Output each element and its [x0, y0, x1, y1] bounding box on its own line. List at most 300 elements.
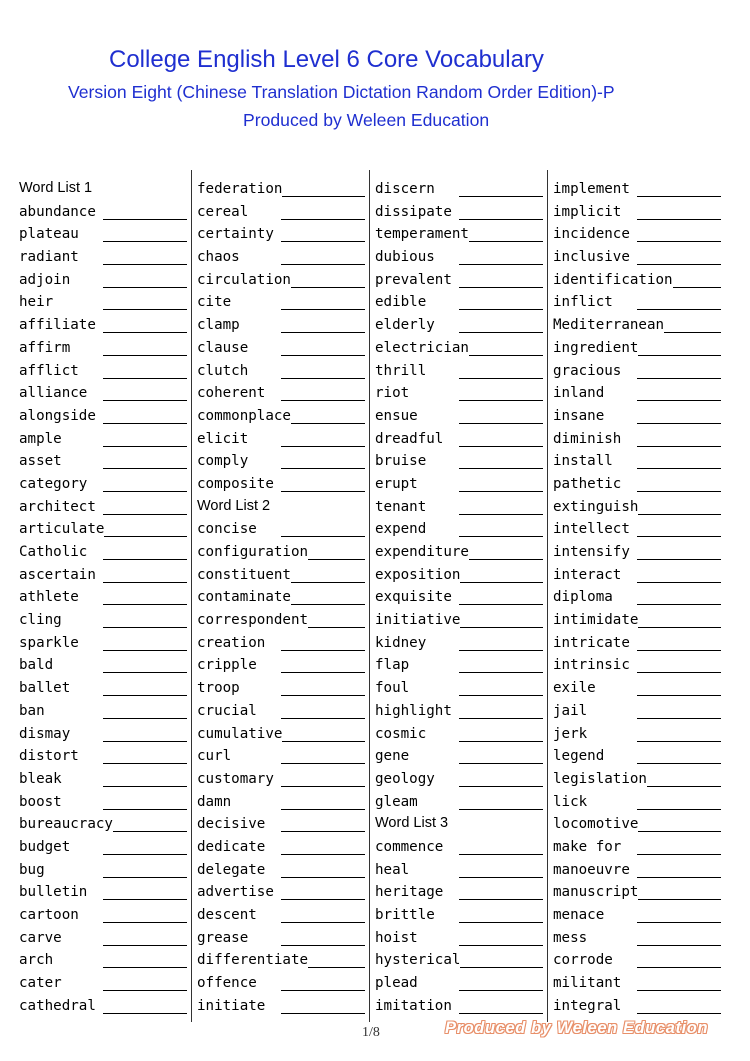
- dictation-blank-line[interactable]: [459, 378, 543, 379]
- vocab-row: [19, 405, 187, 428]
- vocab-word: architect: [19, 498, 96, 515]
- vocab-word: elderly: [375, 317, 435, 334]
- dictation-blank-line[interactable]: [281, 741, 365, 742]
- vocab-row: [553, 201, 721, 224]
- dictation-blank-line[interactable]: [103, 468, 187, 469]
- dictation-blank-line[interactable]: [637, 741, 721, 742]
- dictation-blank-line[interactable]: [103, 877, 187, 878]
- dictation-blank-line[interactable]: [103, 1013, 187, 1014]
- vocab-word: damn: [197, 793, 232, 810]
- vocab-word: arch: [19, 952, 54, 969]
- dictation-blank-line[interactable]: [103, 491, 187, 492]
- vocab-row: [553, 881, 721, 904]
- vocab-word: diminish: [553, 430, 622, 447]
- vocab-row: [197, 677, 365, 700]
- vocab-word: menace: [553, 907, 605, 923]
- document-title: College English Level 6 Core Vocabulary: [109, 46, 544, 73]
- vocab-word: erupt: [375, 475, 418, 492]
- vocab-row: [553, 768, 721, 791]
- dictation-blank-line[interactable]: [103, 899, 187, 900]
- dictation-blank-line[interactable]: [637, 854, 721, 855]
- vocab-word: pathetic: [553, 475, 622, 492]
- dictation-blank-line[interactable]: [637, 241, 721, 242]
- vocab-row: [197, 428, 365, 451]
- vocab-word: temperament: [375, 226, 469, 243]
- dictation-blank-line[interactable]: [281, 355, 365, 356]
- vocab-row: [375, 700, 543, 723]
- dictation-blank-line[interactable]: [459, 650, 543, 651]
- dictation-blank-line[interactable]: [459, 355, 543, 356]
- vocab-row: [375, 904, 543, 927]
- dictation-blank-line[interactable]: [281, 831, 365, 832]
- dictation-blank-line[interactable]: [281, 287, 365, 288]
- vocabulary-column-2: [197, 178, 365, 1017]
- dictation-blank-line[interactable]: [637, 309, 721, 310]
- dictation-blank-line[interactable]: [281, 786, 365, 787]
- dictation-blank-line[interactable]: [281, 536, 365, 537]
- vocab-row: [197, 360, 365, 383]
- vocab-row: [197, 972, 365, 995]
- vocab-word: clause: [197, 339, 249, 356]
- vocab-row: [19, 791, 187, 814]
- dictation-blank-line[interactable]: [103, 650, 187, 651]
- vocab-word: cathedral: [19, 997, 96, 1014]
- vocab-word: radiant: [19, 249, 79, 266]
- dictation-blank-line[interactable]: [637, 468, 721, 469]
- dictation-blank-line[interactable]: [103, 741, 187, 742]
- dictation-blank-line[interactable]: [637, 967, 721, 968]
- vocab-row: [197, 995, 365, 1018]
- vocab-row: [553, 178, 721, 201]
- vocab-row: [19, 677, 187, 700]
- dictation-blank-line[interactable]: [281, 1013, 365, 1014]
- vocab-row: [375, 246, 543, 269]
- vocab-word: geology: [375, 770, 435, 787]
- dictation-blank-line[interactable]: [459, 990, 543, 991]
- dictation-blank-line[interactable]: [281, 400, 365, 401]
- dictation-blank-line[interactable]: [281, 468, 365, 469]
- vocab-word: dismay: [19, 725, 71, 742]
- dictation-blank-line[interactable]: [459, 695, 543, 696]
- dictation-blank-line[interactable]: [281, 672, 365, 673]
- dictation-blank-line[interactable]: [281, 922, 365, 923]
- vocab-word: interact: [553, 566, 622, 583]
- dictation-blank-line[interactable]: [459, 468, 543, 469]
- vocab-word: adjoin: [19, 271, 71, 288]
- dictation-blank-line[interactable]: [637, 877, 721, 878]
- vocab-row: [375, 382, 543, 405]
- dictation-blank-line[interactable]: [637, 831, 721, 832]
- dictation-blank-line[interactable]: [459, 309, 543, 310]
- dictation-blank-line[interactable]: [103, 264, 187, 265]
- dictation-blank-line[interactable]: [637, 219, 721, 220]
- vocab-row: [197, 223, 365, 246]
- vocab-row: [375, 428, 543, 451]
- dictation-blank-line[interactable]: [459, 491, 543, 492]
- dictation-blank-line[interactable]: [459, 945, 543, 946]
- vocab-word: grease: [197, 929, 249, 946]
- dictation-blank-line[interactable]: [103, 400, 187, 401]
- vocab-row: [19, 564, 187, 587]
- vocab-row: [553, 269, 721, 292]
- vocab-word: Catholic: [19, 544, 88, 560]
- vocab-row: [375, 269, 543, 292]
- dictation-blank-line[interactable]: [637, 536, 721, 537]
- vocab-word: edible: [375, 294, 427, 311]
- vocab-word: certainty: [197, 226, 274, 243]
- dictation-blank-line[interactable]: [459, 514, 543, 515]
- vocab-word: configuration: [197, 544, 309, 560]
- vocab-word: militant: [553, 975, 622, 992]
- dictation-blank-line[interactable]: [103, 786, 187, 787]
- vocab-row: [553, 654, 721, 677]
- vocab-word: bald: [19, 657, 54, 674]
- dictation-blank-line[interactable]: [103, 627, 187, 628]
- vocab-row: [197, 791, 365, 814]
- dictation-blank-line[interactable]: [459, 922, 543, 923]
- dictation-blank-line[interactable]: [281, 899, 365, 900]
- vocab-row: [553, 405, 721, 428]
- dictation-blank-line[interactable]: [459, 718, 543, 719]
- vocab-row: [553, 972, 721, 995]
- vocab-word: install: [553, 453, 613, 470]
- dictation-blank-line[interactable]: [103, 990, 187, 991]
- dictation-blank-line[interactable]: [637, 514, 721, 515]
- dictation-blank-line[interactable]: [459, 627, 543, 628]
- dictation-blank-line[interactable]: [637, 922, 721, 923]
- vocab-row: [553, 677, 721, 700]
- dictation-blank-line[interactable]: [637, 446, 721, 447]
- dictation-blank-line[interactable]: [637, 604, 721, 605]
- vocab-word: exquisite: [375, 589, 452, 606]
- vocab-row: [197, 904, 365, 927]
- dictation-blank-line[interactable]: [637, 196, 721, 197]
- vocab-row: [19, 972, 187, 995]
- document-header: [0, 0, 750, 150]
- vocab-row: [19, 450, 187, 473]
- vocab-word: budget: [19, 838, 71, 855]
- dictation-blank-line[interactable]: [103, 446, 187, 447]
- dictation-blank-line[interactable]: [459, 559, 543, 560]
- dictation-blank-line[interactable]: [459, 287, 543, 288]
- dictation-blank-line[interactable]: [281, 854, 365, 855]
- dictation-blank-line[interactable]: [281, 378, 365, 379]
- dictation-blank-line[interactable]: [459, 423, 543, 424]
- vocab-row: [553, 586, 721, 609]
- vocab-row: [19, 586, 187, 609]
- dictation-blank-line[interactable]: [459, 672, 543, 673]
- dictation-blank-line[interactable]: [281, 219, 365, 220]
- vocab-word: manuscript: [553, 884, 639, 901]
- vocab-row: [197, 700, 365, 723]
- page-number: 1/8: [362, 1025, 380, 1040]
- vocab-row: [197, 405, 365, 428]
- dictation-blank-line[interactable]: [637, 355, 721, 356]
- dictation-blank-line[interactable]: [103, 763, 187, 764]
- dictation-blank-line[interactable]: [637, 945, 721, 946]
- vocab-row: [375, 745, 543, 768]
- vocab-word: plateau: [19, 226, 79, 243]
- dictation-blank-line[interactable]: [459, 604, 543, 605]
- vocab-row: [553, 518, 721, 541]
- vocab-row: [19, 360, 187, 383]
- vocab-row: [375, 791, 543, 814]
- vocab-row: [553, 360, 721, 383]
- vocab-row: [375, 541, 543, 564]
- dictation-blank-line[interactable]: [281, 990, 365, 991]
- vocab-row: [19, 428, 187, 451]
- word-list-heading: Word List 3: [375, 815, 449, 832]
- vocab-row: [197, 949, 365, 972]
- dictation-blank-line[interactable]: [103, 582, 187, 583]
- dictation-blank-line[interactable]: [637, 990, 721, 991]
- vocab-row: [375, 632, 543, 655]
- vocab-word: sparkle: [19, 634, 79, 651]
- vocab-word: dubious: [375, 249, 435, 266]
- dictation-blank-line[interactable]: [637, 627, 721, 628]
- vocab-row: [19, 269, 187, 292]
- dictation-blank-line[interactable]: [637, 1013, 721, 1014]
- dictation-blank-line[interactable]: [281, 945, 365, 946]
- dictation-blank-line[interactable]: [637, 264, 721, 265]
- dictation-blank-line[interactable]: [281, 650, 365, 651]
- dictation-blank-line[interactable]: [459, 536, 543, 537]
- vocab-word: corrode: [553, 952, 613, 969]
- vocab-word: cereal: [197, 203, 249, 220]
- vocab-row: [375, 291, 543, 314]
- dictation-blank-line[interactable]: [103, 831, 187, 832]
- vocab-word: cartoon: [19, 907, 79, 923]
- dictation-blank-line[interactable]: [281, 763, 365, 764]
- dictation-blank-line[interactable]: [637, 695, 721, 696]
- vocab-word: exposition: [375, 566, 461, 583]
- vocab-row: [553, 745, 721, 768]
- dictation-blank-line[interactable]: [459, 1013, 543, 1014]
- dictation-blank-line[interactable]: [103, 559, 187, 560]
- vocab-word: ban: [19, 702, 45, 719]
- vocab-row: [19, 496, 187, 519]
- vocab-row: [553, 927, 721, 950]
- dictation-blank-line[interactable]: [103, 423, 187, 424]
- dictation-blank-line[interactable]: [459, 809, 543, 810]
- vocab-row: [553, 246, 721, 269]
- vocab-row: [375, 836, 543, 859]
- dictation-blank-line[interactable]: [459, 196, 543, 197]
- vocab-row: [197, 859, 365, 882]
- vocab-row: [19, 995, 187, 1018]
- vocab-word: kidney: [375, 634, 427, 651]
- vocab-row: [19, 700, 187, 723]
- dictation-blank-line[interactable]: [459, 899, 543, 900]
- vocab-row: [197, 382, 365, 405]
- vocab-word: elicit: [197, 430, 249, 447]
- dictation-blank-line[interactable]: [281, 264, 365, 265]
- vocab-row: [553, 314, 721, 337]
- vocab-word: initiate: [197, 997, 266, 1014]
- dictation-blank-line[interactable]: [459, 854, 543, 855]
- vocab-row: [553, 949, 721, 972]
- vocab-word: intellect: [553, 521, 630, 538]
- dictation-blank-line[interactable]: [637, 491, 721, 492]
- vocab-word: bruise: [375, 453, 427, 470]
- vocab-row: [375, 677, 543, 700]
- vocab-word: initiative: [375, 612, 461, 629]
- vocab-row: [19, 927, 187, 950]
- dictation-blank-line[interactable]: [281, 491, 365, 492]
- dictation-blank-line[interactable]: [103, 378, 187, 379]
- vocab-word: extinguish: [553, 498, 639, 515]
- dictation-blank-line[interactable]: [103, 672, 187, 673]
- dictation-blank-line[interactable]: [103, 355, 187, 356]
- vocab-row: [553, 700, 721, 723]
- dictation-blank-line[interactable]: [281, 332, 365, 333]
- dictation-blank-line[interactable]: [103, 536, 187, 537]
- vocab-row: [19, 813, 187, 836]
- vocab-row: [19, 541, 187, 564]
- vocab-row: [197, 541, 365, 564]
- dictation-blank-line[interactable]: [281, 582, 365, 583]
- vocab-word: ascertain: [19, 566, 96, 583]
- vocab-row: [375, 405, 543, 428]
- vocab-row: [19, 745, 187, 768]
- vocab-word: imitation: [375, 997, 452, 1014]
- dictation-blank-line[interactable]: [459, 446, 543, 447]
- dictation-blank-line[interactable]: [103, 309, 187, 310]
- dictation-blank-line[interactable]: [281, 196, 365, 197]
- vocab-row: [19, 518, 187, 541]
- vocab-word: category: [19, 475, 88, 492]
- vocab-word: descent: [197, 907, 257, 923]
- dictation-blank-line[interactable]: [103, 219, 187, 220]
- vocab-row: [19, 904, 187, 927]
- dictation-blank-line[interactable]: [637, 718, 721, 719]
- dictation-blank-line[interactable]: [103, 332, 187, 333]
- vocab-row: [553, 632, 721, 655]
- vocab-word: troop: [197, 680, 240, 697]
- word-list-heading-row: [375, 813, 543, 836]
- dictation-blank-line[interactable]: [103, 287, 187, 288]
- dictation-blank-line[interactable]: [459, 400, 543, 401]
- dictation-blank-line[interactable]: [103, 695, 187, 696]
- vocab-word: tenant: [375, 498, 427, 515]
- dictation-blank-line[interactable]: [637, 559, 721, 560]
- dictation-blank-line[interactable]: [637, 650, 721, 651]
- vocab-row: [553, 723, 721, 746]
- vocab-word: highlight: [375, 702, 452, 719]
- dictation-blank-line[interactable]: [459, 967, 543, 968]
- vocab-word: cosmic: [375, 725, 427, 742]
- vocab-word: make for: [553, 838, 622, 855]
- vocab-word: insane: [553, 407, 605, 424]
- watermark-logo: Produced by Weleen Education: [445, 1019, 709, 1037]
- dictation-blank-line[interactable]: [281, 309, 365, 310]
- vocab-word: inland: [553, 385, 605, 402]
- vocabulary-column-3: [375, 178, 543, 1017]
- vocab-word: hoist: [375, 929, 418, 946]
- dictation-blank-line[interactable]: [637, 763, 721, 764]
- dictation-blank-line[interactable]: [281, 446, 365, 447]
- dictation-blank-line[interactable]: [281, 604, 365, 605]
- dictation-blank-line[interactable]: [459, 741, 543, 742]
- dictation-blank-line[interactable]: [103, 604, 187, 605]
- dictation-blank-line[interactable]: [637, 899, 721, 900]
- vocab-row: [375, 723, 543, 746]
- vocab-word: ballet: [19, 680, 71, 697]
- vocab-word: heritage: [375, 884, 444, 901]
- dictation-blank-line[interactable]: [103, 854, 187, 855]
- dictation-blank-line[interactable]: [459, 763, 543, 764]
- dictation-blank-line[interactable]: [281, 695, 365, 696]
- vocab-row: [19, 881, 187, 904]
- vocab-word: clamp: [197, 317, 240, 334]
- vocab-row: [19, 382, 187, 405]
- vocab-word: ingredient: [553, 339, 639, 356]
- dictation-blank-line[interactable]: [459, 786, 543, 787]
- vocab-word: prevalent: [375, 271, 452, 288]
- dictation-blank-line[interactable]: [459, 332, 543, 333]
- dictation-blank-line[interactable]: [103, 922, 187, 923]
- vocab-row: [375, 995, 543, 1018]
- vocab-word: correspondent: [197, 612, 309, 629]
- vocab-word: crucial: [197, 702, 257, 719]
- dictation-blank-line[interactable]: [281, 809, 365, 810]
- dictation-blank-line[interactable]: [459, 264, 543, 265]
- dictation-blank-line[interactable]: [103, 718, 187, 719]
- vocab-word: contaminate: [197, 589, 291, 606]
- vocab-row: [375, 223, 543, 246]
- vocab-row: [553, 541, 721, 564]
- vocab-row: [19, 723, 187, 746]
- dictation-blank-line[interactable]: [281, 877, 365, 878]
- vocab-word: asset: [19, 453, 62, 470]
- vocab-word: creation: [197, 634, 266, 651]
- dictation-blank-line[interactable]: [637, 582, 721, 583]
- vocab-row: [553, 223, 721, 246]
- dictation-blank-line[interactable]: [103, 809, 187, 810]
- dictation-blank-line[interactable]: [459, 582, 543, 583]
- vocab-row: [197, 609, 365, 632]
- dictation-blank-line[interactable]: [281, 241, 365, 242]
- vocab-word: gleam: [375, 793, 418, 810]
- dictation-blank-line[interactable]: [637, 786, 721, 787]
- vocab-word: commence: [375, 838, 444, 855]
- vocab-row: [19, 223, 187, 246]
- vocab-row: [375, 927, 543, 950]
- dictation-blank-line[interactable]: [637, 423, 721, 424]
- dictation-blank-line[interactable]: [281, 718, 365, 719]
- dictation-blank-line[interactable]: [637, 672, 721, 673]
- dictation-blank-line[interactable]: [637, 809, 721, 810]
- dictation-blank-line[interactable]: [103, 514, 187, 515]
- dictation-blank-line[interactable]: [637, 378, 721, 379]
- vocab-row: [19, 473, 187, 496]
- dictation-blank-line[interactable]: [459, 219, 543, 220]
- dictation-blank-line[interactable]: [281, 423, 365, 424]
- vocab-row: [375, 859, 543, 882]
- dictation-blank-line[interactable]: [103, 967, 187, 968]
- vocab-word: ensue: [375, 407, 418, 424]
- dictation-blank-line[interactable]: [637, 400, 721, 401]
- vocab-row: [375, 496, 543, 519]
- dictation-blank-line[interactable]: [103, 945, 187, 946]
- vocab-row: [375, 972, 543, 995]
- vocab-row: [19, 949, 187, 972]
- dictation-blank-line[interactable]: [459, 877, 543, 878]
- vocab-word: cripple: [197, 657, 257, 674]
- vocab-word: cater: [19, 975, 62, 992]
- dictation-blank-line[interactable]: [103, 241, 187, 242]
- dictation-blank-line[interactable]: [459, 241, 543, 242]
